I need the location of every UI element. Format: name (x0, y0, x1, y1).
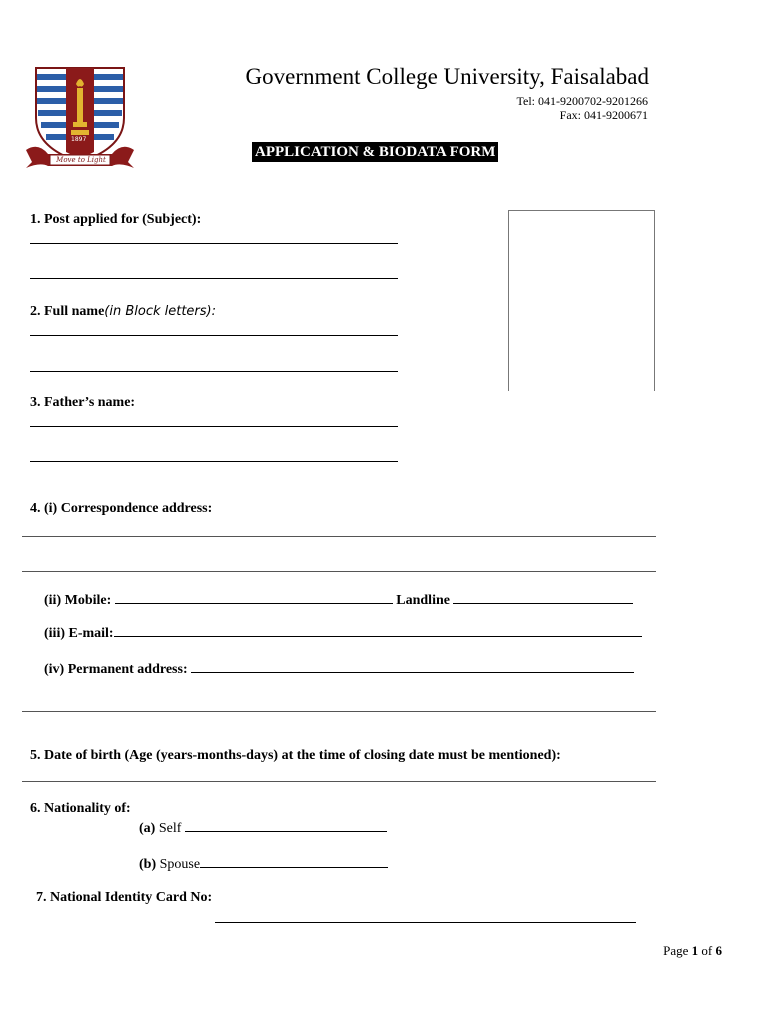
nationality-self-label: Self (158, 821, 182, 836)
mobile-label: (ii) Mobile: (44, 593, 112, 608)
page-current: 1 (691, 943, 699, 958)
full-name-label-text: 2. Full name (30, 304, 105, 319)
landline-label: Landline (396, 593, 450, 608)
date-of-birth-line[interactable] (22, 781, 656, 782)
permanent-address-row (44, 660, 634, 678)
post-applied-line-1[interactable] (30, 243, 398, 244)
full-name-line-1[interactable] (30, 335, 398, 336)
fax-line: Fax: 041-9200671 (559, 108, 648, 122)
fathers-name-line-2[interactable] (30, 461, 398, 462)
nationality-spouse-field[interactable] (200, 855, 388, 868)
post-applied-label: 1. Post applied for (Subject): (30, 212, 202, 227)
national-id-label: 7. National Identity Card No: (36, 890, 213, 905)
nationality-self-row (139, 819, 387, 837)
nationality-spouse-marker: (b) (139, 857, 157, 872)
landline-field[interactable] (453, 591, 633, 604)
permanent-address-field[interactable] (191, 660, 634, 673)
email-label: (iii) E-mail: (44, 626, 114, 641)
nationality-spouse-label: Spouse (159, 857, 201, 872)
nationality-self-marker: (a) (139, 821, 156, 836)
nationality-spouse-row (139, 855, 388, 873)
email-row (44, 624, 642, 642)
nationality-label: 6. Nationality of: (30, 801, 131, 816)
permanent-address-line-2[interactable] (22, 711, 656, 712)
page-word: Page (663, 943, 689, 958)
correspondence-address-line-2[interactable] (22, 571, 656, 572)
correspondence-address-label: 4. (i) Correspondence address: (30, 501, 213, 516)
correspondence-address-line-1[interactable] (22, 536, 656, 537)
logo-year: 1897 (71, 136, 87, 143)
fathers-name-line-1[interactable] (30, 426, 398, 427)
logo-motto: Move to Light (56, 156, 106, 164)
fathers-name-label: 3. Father’s name: (30, 395, 136, 410)
photo-box (508, 210, 655, 391)
page-of: of (701, 943, 713, 958)
post-applied-line-2[interactable] (30, 278, 398, 279)
email-field[interactable] (114, 624, 642, 637)
page-total: 6 (715, 943, 722, 958)
page-number (600, 943, 722, 959)
mobile-field[interactable] (115, 591, 393, 604)
date-of-birth-label: 5. Date of birth (Age (years-months-days) at the time of closing date must be mentioned): (30, 748, 561, 763)
form-title: APPLICATION & BIODATA FORM (252, 142, 498, 162)
full-name-label (30, 304, 216, 320)
university-name: Government College University, Faisalabad (245, 64, 649, 89)
telephone-line: Tel: 041-9200702-9201266 (516, 94, 648, 108)
permanent-address-label: (iv) Permanent address: (44, 662, 188, 677)
full-name-hint: (in Block letters): (104, 304, 216, 319)
mobile-row (44, 591, 633, 609)
university-logo (24, 62, 136, 172)
national-id-line[interactable] (215, 922, 636, 923)
full-name-line-2[interactable] (30, 371, 398, 372)
nationality-self-field[interactable] (185, 819, 387, 832)
